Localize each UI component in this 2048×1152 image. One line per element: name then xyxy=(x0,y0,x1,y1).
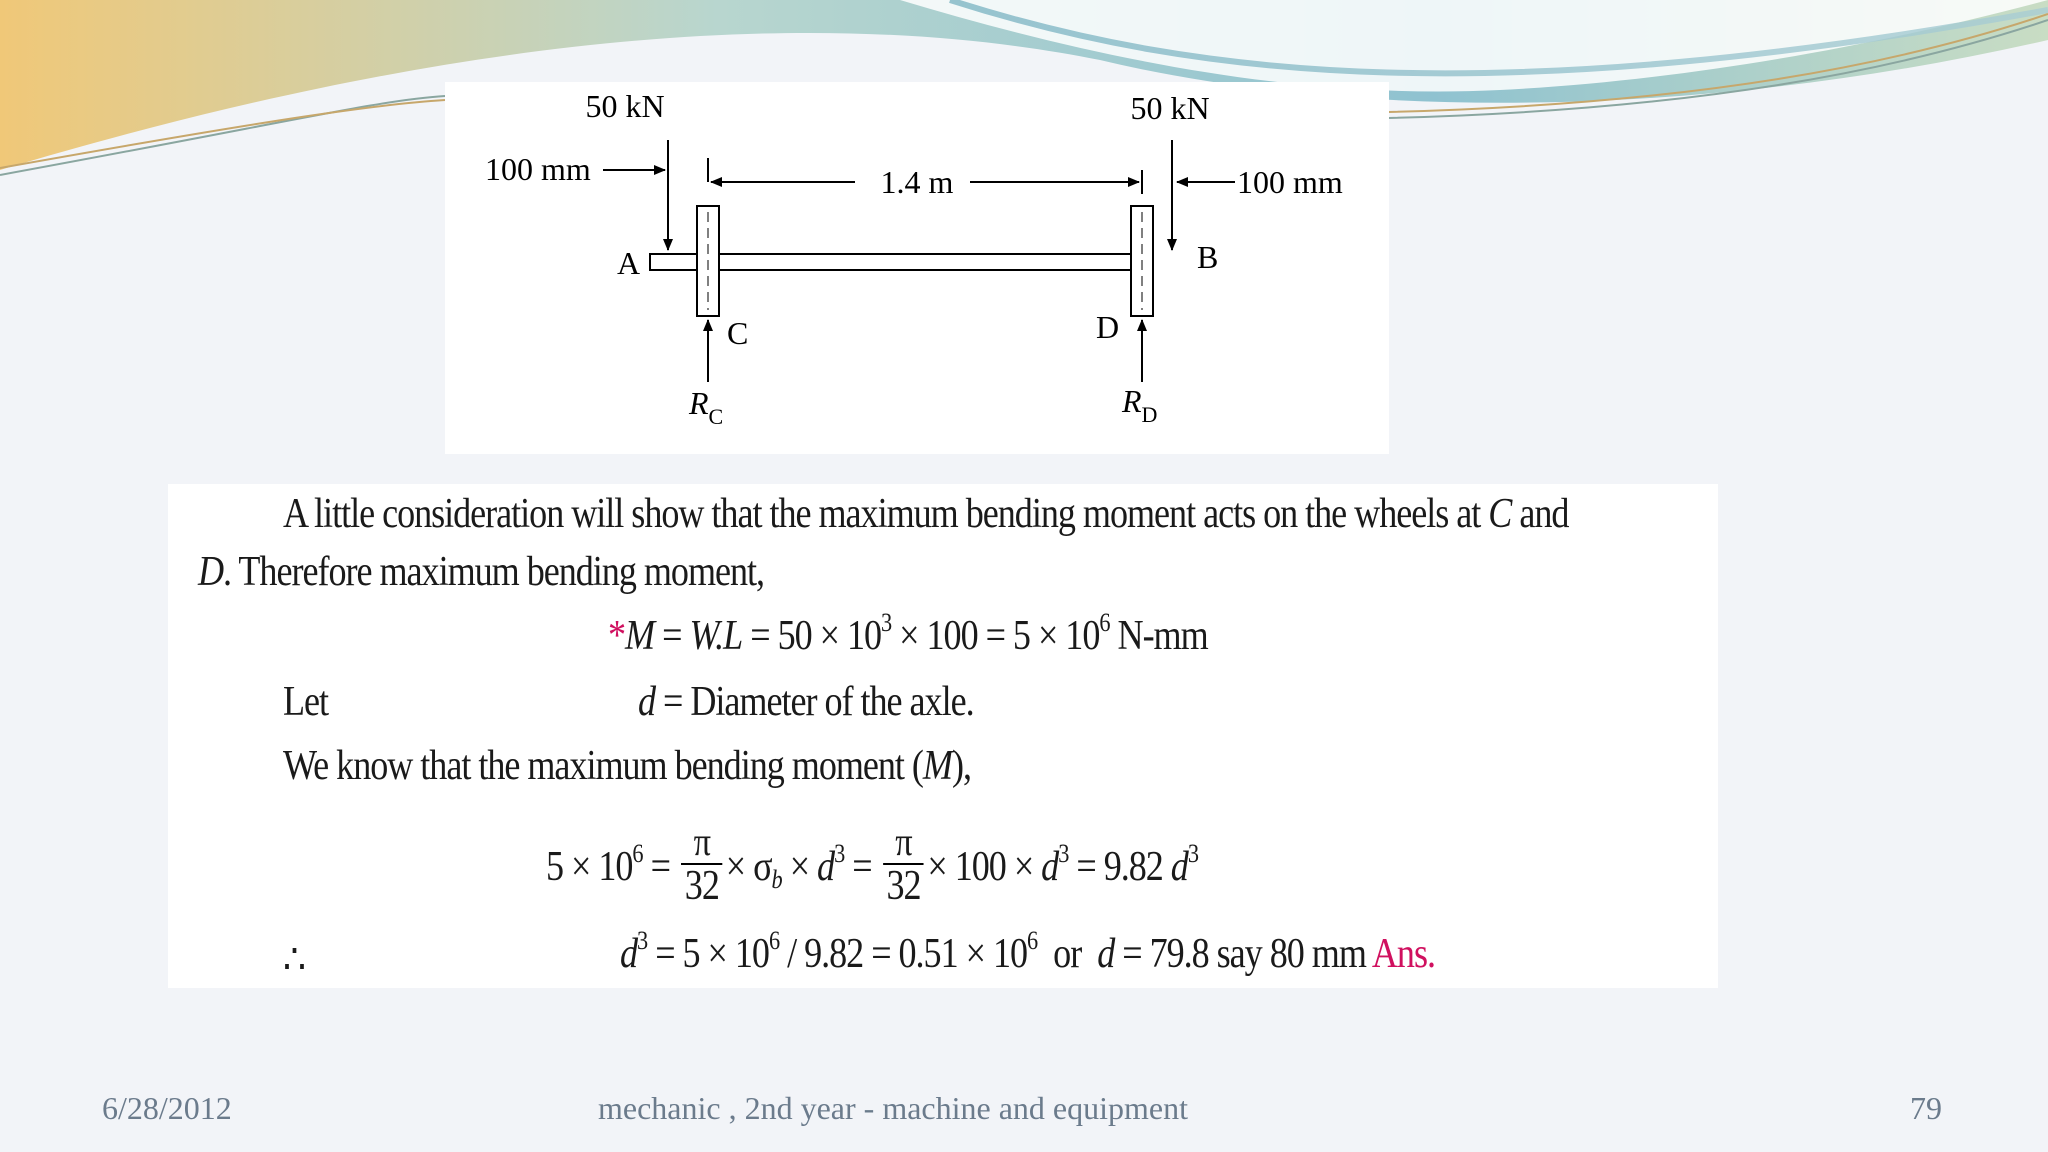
eq1-exp2: 6 xyxy=(1099,608,1110,637)
fraction-a-den: 32 xyxy=(681,863,722,907)
eq3-exp3: 3 xyxy=(637,926,648,955)
eq2-sigma-sub: b xyxy=(771,865,782,894)
var-c: C xyxy=(1488,491,1512,537)
eq3-part-a: = 5 × 10 xyxy=(647,931,769,977)
load-left-label: 50 kN xyxy=(585,88,665,124)
axle-shaft xyxy=(650,254,1150,270)
eq2-var-d-1: d xyxy=(817,844,835,890)
eq2-lhs: 5 × 10 xyxy=(546,844,633,890)
point-d-label: D xyxy=(1096,309,1120,345)
eq1-unit: N-mm xyxy=(1109,613,1208,659)
paragraph-line-1 xyxy=(283,490,1568,538)
paragraph-line-1-end: and xyxy=(1511,491,1569,537)
know-line xyxy=(283,742,971,790)
fraction-b-den: 32 xyxy=(883,863,924,907)
reaction-c-label: $R_C$ xyxy=(689,385,724,429)
eq2-times-100: × 100 × xyxy=(927,844,1042,890)
eq1-part-a: = 50 × 10 xyxy=(742,613,882,659)
eq1-part-b: × 100 = 5 × 10 xyxy=(891,613,1100,659)
eq2-exp-3: 3 xyxy=(1187,839,1198,868)
dim-right-label: 100 mm xyxy=(1237,164,1343,200)
footer-date: 6/28/2012 xyxy=(102,1090,232,1126)
dim-left-label: 100 mm xyxy=(485,151,591,187)
let-definition xyxy=(638,678,974,726)
let-label xyxy=(283,678,328,726)
eq3-exp6a: 6 xyxy=(768,926,780,955)
load-right-label: 50 kN xyxy=(1130,90,1210,126)
fraction-b-num: π xyxy=(895,819,912,865)
eq2-var-d-3: d xyxy=(1170,844,1188,890)
point-a-label: A xyxy=(617,245,641,281)
know-var-m: M xyxy=(922,743,952,789)
eq3-or: or xyxy=(1037,931,1098,977)
let-word: Let xyxy=(283,679,329,725)
let-def-text: = Diameter of the axle. xyxy=(655,679,974,725)
eq1-lhs: M xyxy=(625,613,655,659)
footnote-star: * xyxy=(608,613,626,659)
eq3-exp6b: 6 xyxy=(1027,926,1038,955)
eq2-times: × xyxy=(781,844,818,890)
eq1-wl: W.L xyxy=(689,613,743,659)
dim-middle-label: 1.4 m xyxy=(880,164,954,200)
footer-title: mechanic , 2nd year - machine and equipment xyxy=(598,1090,1188,1126)
know-text-b: ), xyxy=(951,743,971,789)
equation-result xyxy=(620,926,1435,978)
solution-text xyxy=(168,484,1718,988)
paragraph-line-2 xyxy=(198,548,764,596)
equation-moment xyxy=(608,608,1208,660)
eq3-part-b: / 9.82 = 0.51 × 10 xyxy=(779,931,1028,977)
eq1-exp1: 3 xyxy=(881,608,892,637)
fraction-pi-32-a xyxy=(681,819,722,910)
eq2-exp-1: 3 xyxy=(834,839,845,868)
var-d: D xyxy=(198,549,224,595)
paragraph-line-1-text: A little consideration will show that the maximum bending moment acts on the wheels at xyxy=(283,491,1489,537)
therefore-glyph: ∴ xyxy=(283,937,305,983)
let-var-d: d xyxy=(638,679,656,725)
axle-diagram xyxy=(445,82,1389,454)
eq2-result: = 9.82 xyxy=(1068,844,1171,890)
eq3-part-d: = 79.8 say 80 mm xyxy=(1114,931,1372,977)
eq2-equals-1: = xyxy=(642,844,678,890)
eq2-exp-2: 3 xyxy=(1058,839,1069,868)
paragraph-line-2-text: . Therefore maximum bending moment, xyxy=(223,549,765,595)
axle-diagram-svg xyxy=(445,82,1389,454)
eq1-equals: = xyxy=(654,613,690,659)
reaction-d-label: $R_D$ xyxy=(1122,383,1158,427)
answer-label: Ans. xyxy=(1371,931,1435,977)
fraction-pi-32-b xyxy=(883,819,924,910)
eq3-var-d: d xyxy=(620,931,638,977)
equation-diameter-cubed xyxy=(546,819,1198,913)
footer-page-number: 79 xyxy=(1910,1090,1942,1126)
therefore-symbol xyxy=(283,936,305,984)
eq2-equals-2: = xyxy=(844,844,880,890)
fraction-a-num: π xyxy=(693,819,711,865)
eq2-lhs-exp: 6 xyxy=(632,839,643,868)
know-text-a: We know that the maximum bending moment ( xyxy=(283,743,923,789)
point-c-label: C xyxy=(727,315,749,351)
point-b-label: B xyxy=(1197,239,1219,275)
eq2-sigma: × σ xyxy=(725,844,772,890)
eq3-var-d2: d xyxy=(1097,931,1115,977)
eq2-var-d-2: d xyxy=(1041,844,1059,890)
